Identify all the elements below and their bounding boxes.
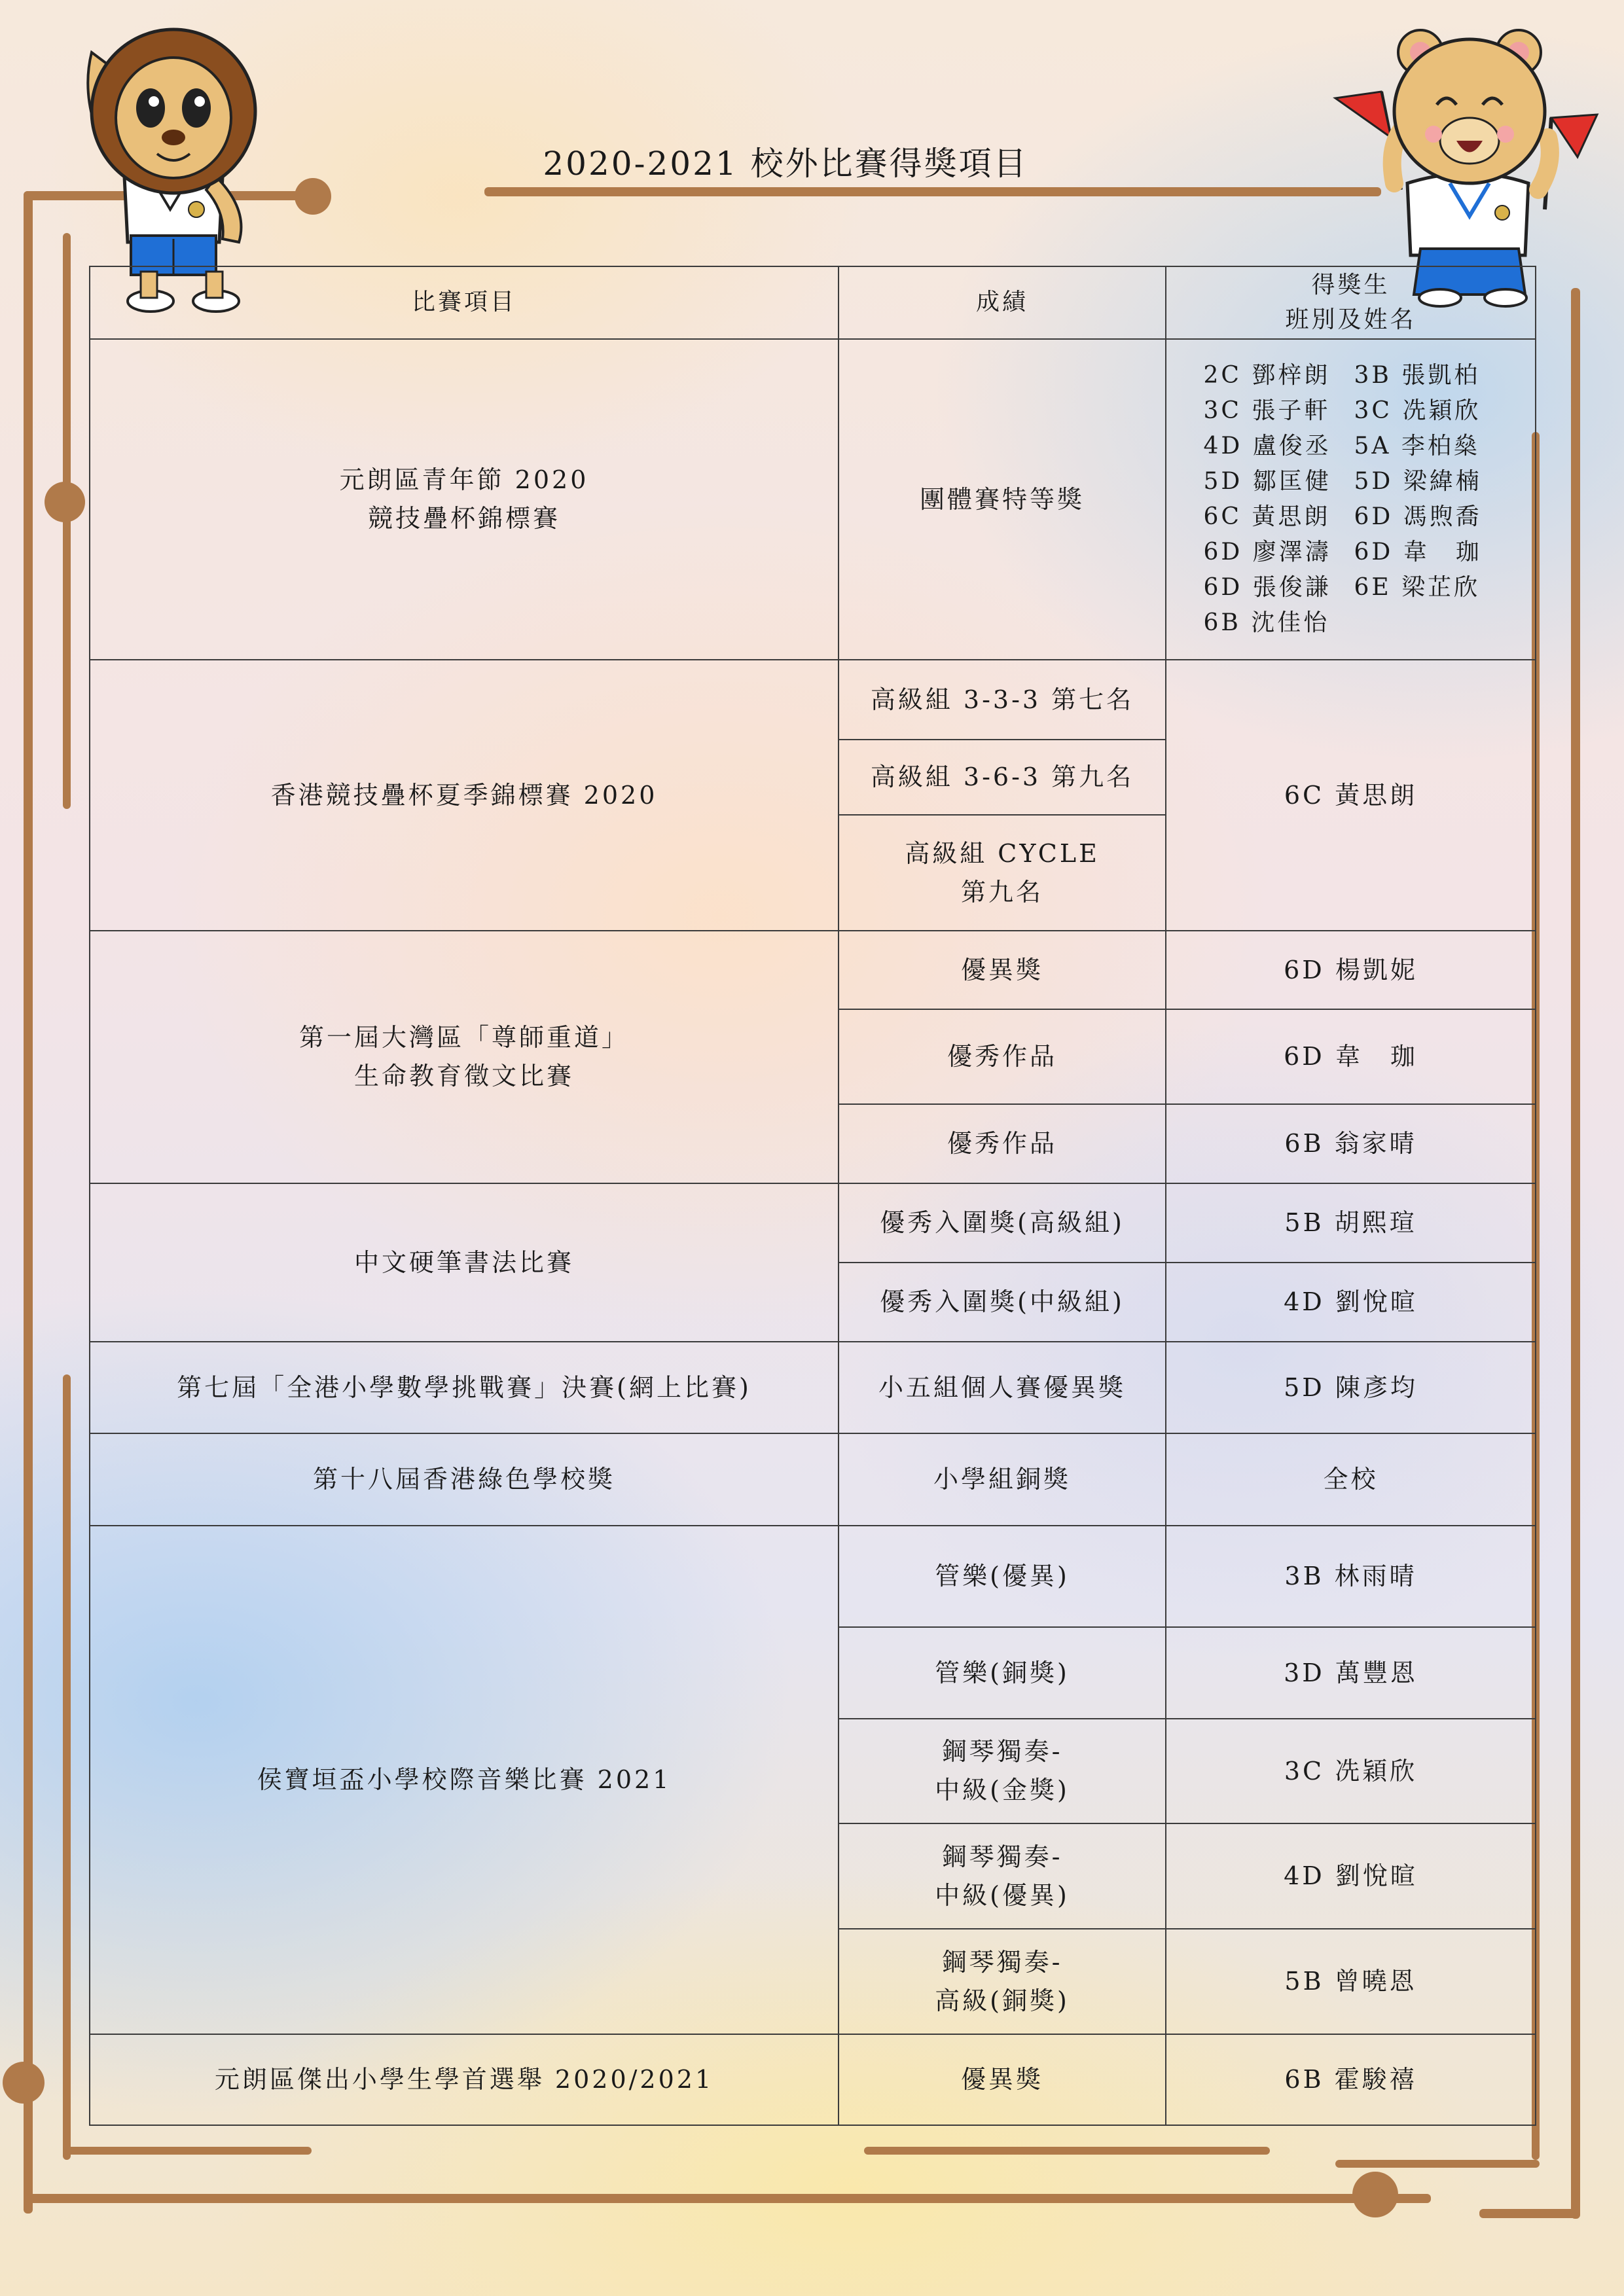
winner-cell: 5B 胡熙瑄 [1166, 1183, 1536, 1263]
winner-name: 6D 韋 珈 [1354, 539, 1482, 565]
winner-cell: 全校 [1166, 1433, 1536, 1526]
frame-line [1335, 2160, 1540, 2168]
result-cell [839, 1719, 1166, 1823]
winner-cell: 5B 曾曉恩 [1166, 1929, 1536, 2034]
winners-cell [1166, 339, 1536, 660]
table-row [90, 1526, 1536, 1627]
result-line: 鋼琴獨奏- [941, 1842, 1063, 1871]
winner-name: 5D 梁緯楠 [1354, 468, 1482, 495]
table-row [90, 1433, 1536, 1526]
winner-name: 4D 盧俊丞 [1203, 433, 1331, 459]
frame-dot [45, 482, 85, 522]
result-line: 中級(優異) [935, 1880, 1070, 1910]
winner-cell: 3D 萬豐恩 [1166, 1627, 1536, 1719]
result-line: 高級(銅獎) [935, 1986, 1070, 2015]
frame-line [484, 187, 1381, 196]
result-cell [839, 1929, 1166, 2034]
frame-line [63, 1374, 71, 2160]
table-row [90, 660, 1536, 740]
winner-name: 3C 張子軒 [1203, 397, 1331, 424]
winner-cell: 3B 林雨晴 [1166, 1526, 1536, 1627]
result-cell: 優秀入圍獎(中級組) [839, 1263, 1166, 1342]
header-result: 成績 [839, 266, 1166, 339]
winner-cell: 5D 陳彥均 [1166, 1342, 1536, 1433]
result-cell: 優秀入圍獎(高級組) [839, 1183, 1166, 1263]
frame-line [63, 2147, 312, 2155]
result-cell: 優異獎 [839, 2034, 1166, 2125]
table-header-row [90, 266, 1536, 339]
winner-name: 5D 鄒匡健 [1203, 468, 1331, 495]
header-competition: 比賽項目 [90, 266, 839, 339]
result-cell: 小學組銅獎 [839, 1433, 1166, 1526]
result-line: 第九名 [960, 877, 1043, 906]
winner-name: 2C 鄧梓朗 [1203, 362, 1331, 389]
competition-cell: 香港競技疊杯夏季錦標賽 2020 [90, 660, 839, 931]
winners-grid [1173, 360, 1528, 639]
winner-name: 6C 黃思朗 [1203, 503, 1331, 530]
winner-name: 6D 張俊謙 [1203, 574, 1331, 601]
result-cell: 優秀作品 [839, 1104, 1166, 1183]
winner-name: 5A 李柏燊 [1354, 433, 1480, 459]
result-cell: 優異獎 [839, 931, 1166, 1009]
awards-table [89, 266, 1536, 2126]
table-row [90, 931, 1536, 1009]
table-row [90, 339, 1536, 660]
winner-cell: 6B 霍駿禧 [1166, 2034, 1536, 2125]
frame-dot [3, 2062, 45, 2104]
competition-cell: 第十八屆香港綠色學校獎 [90, 1433, 839, 1526]
header-winners-line1: 得獎生 [1311, 272, 1390, 299]
result-cell: 優秀作品 [839, 1009, 1166, 1104]
header-winners-line2: 班別及姓名 [1285, 306, 1416, 333]
winner-cell: 6C 黃思朗 [1166, 660, 1536, 931]
table-row [90, 1342, 1536, 1433]
result-line: 中級(金獎) [935, 1776, 1070, 1804]
result-cell: 高級組 3-6-3 第九名 [839, 740, 1166, 815]
competition-line: 生命教育徵文比賽 [353, 1062, 574, 1090]
bear-mascot [1329, 20, 1604, 308]
winner-name: 3B 張凱柏 [1354, 362, 1481, 389]
competition-cell: 侯寶垣盃小學校際音樂比賽 2021 [90, 1526, 839, 2034]
competition-line: 第一屆大灣區「尊師重道」 [298, 1023, 629, 1052]
result-line: 鋼琴獨奏- [941, 1947, 1063, 1977]
winner-cell: 6D 楊凱妮 [1166, 931, 1536, 1009]
frame-line [24, 191, 33, 2214]
frame-line [1479, 2209, 1580, 2218]
competition-cell [90, 339, 839, 660]
frame-dot [1352, 2172, 1398, 2217]
result-cell [839, 815, 1166, 931]
winner-cell: 3C 冼穎欣 [1166, 1719, 1536, 1823]
frame-line [24, 2194, 1431, 2203]
result-cell: 高級組 3-3-3 第七名 [839, 660, 1166, 740]
result-cell: 小五組個人賽優異獎 [839, 1342, 1166, 1433]
competition-cell: 中文硬筆書法比賽 [90, 1183, 839, 1342]
competition-cell: 元朗區傑出小學生學首選舉 2020/2021 [90, 2034, 839, 2125]
result-line: 高級組 CYCLE [905, 838, 1100, 868]
header-winners [1166, 266, 1536, 339]
winner-name: 6D 馮煦喬 [1354, 503, 1482, 530]
winner-name: 6B 沈佳怡 [1203, 609, 1330, 636]
frame-line [1571, 288, 1580, 2219]
page-title: 2020-2021 校外比賽得獎項目 [543, 145, 1028, 183]
table-row [90, 2034, 1536, 2125]
competition-cell: 第七屆「全港小學數學挑戰賽」決賽(網上比賽) [90, 1342, 839, 1433]
winner-cell: 6D 韋 珈 [1166, 1009, 1536, 1104]
result-cell: 團體賽特等獎 [839, 339, 1166, 660]
frame-dot [295, 178, 331, 215]
winner-cell: 4D 劉悅暄 [1166, 1823, 1536, 1929]
winner-name: 6E 梁芷欣 [1354, 574, 1481, 601]
winner-cell: 4D 劉悅暄 [1166, 1263, 1536, 1342]
table-row [90, 1183, 1536, 1263]
competition-line: 元朗區青年節 2020 [339, 465, 589, 495]
winner-cell: 6B 翁家晴 [1166, 1104, 1536, 1183]
winner-name: 3C 冼穎欣 [1354, 397, 1481, 424]
competition-cell [90, 931, 839, 1183]
result-cell [839, 1823, 1166, 1929]
result-line: 鋼琴獨奏- [941, 1737, 1063, 1767]
winner-name: 6D 廖澤濤 [1203, 539, 1331, 565]
competition-line: 競技疊杯錦標賽 [367, 504, 560, 533]
result-cell: 管樂(優異) [839, 1526, 1166, 1627]
frame-line [864, 2147, 1270, 2155]
result-cell: 管樂(銅獎) [839, 1627, 1166, 1719]
